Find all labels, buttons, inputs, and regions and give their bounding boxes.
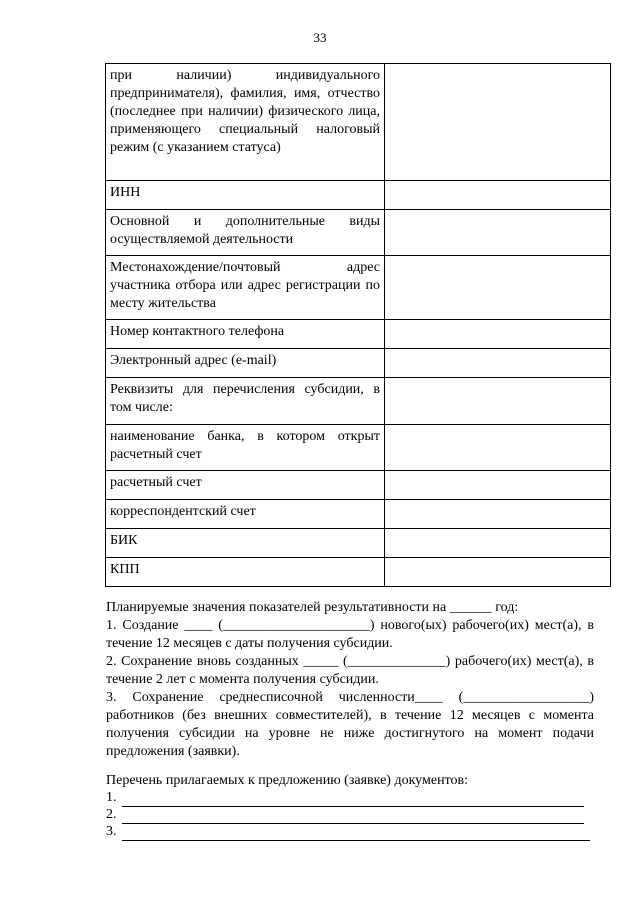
table-row xyxy=(106,349,611,378)
indicator-item-2: 2. Сохранение вновь созданных _____ (______________) рабочего(их) мест(а), в течение 2 лет с момента получения субсидии. xyxy=(106,654,594,687)
row-label-bank-details: Реквизиты для перечисления субсидии, в том числе: xyxy=(106,378,385,425)
row-value-bik[interactable] xyxy=(385,529,611,558)
row-value-corr-account[interactable] xyxy=(385,500,611,529)
row-value-address[interactable] xyxy=(385,256,611,320)
row-label-corr-account: корреспондентский счет xyxy=(106,500,385,529)
indicator-item-3: 3. Сохранение среднесписочной численности____ (__________________) работников (без внешних совместителей), в течение 12 месяцев с момента получения субсидии на уровне не ниже достигнутого на момент подачи предложения (заявки). xyxy=(106,690,594,759)
row-label-address: Местонахождение/почтовый адрес участника отбора или адрес регистрации по месту жительства xyxy=(106,256,385,320)
table-row xyxy=(106,558,611,587)
document-blank-line xyxy=(122,792,584,807)
table-row xyxy=(106,320,611,349)
row-value-phone[interactable] xyxy=(385,320,611,349)
document-line-number: 1. xyxy=(106,790,117,805)
row-value-bank-details[interactable] xyxy=(385,378,611,425)
indicators-heading: Планируемые значения показателей результативности на ______ год: xyxy=(106,600,519,615)
table-row xyxy=(106,471,611,500)
table-row xyxy=(106,181,611,210)
performance-indicators-section xyxy=(106,599,594,761)
document-line-number: 3. xyxy=(106,824,117,839)
page-number: 33 xyxy=(313,30,327,45)
document-line-1[interactable] xyxy=(106,790,594,807)
attached-documents-section xyxy=(106,772,594,841)
table-row xyxy=(106,378,611,425)
row-value-kpp[interactable] xyxy=(385,558,611,587)
document-line-number: 2. xyxy=(106,807,117,822)
document-blank-line xyxy=(122,826,590,841)
row-label-kpp: КПП xyxy=(106,558,385,587)
row-label-email: Электронный адрес (e-mail) xyxy=(106,349,385,378)
applicant-details-table xyxy=(105,63,611,587)
row-value-bank-name[interactable] xyxy=(385,425,611,471)
table-row xyxy=(106,425,611,471)
document-line-3[interactable] xyxy=(106,824,594,841)
row-value-activities[interactable] xyxy=(385,210,611,256)
document-blank-line xyxy=(122,809,584,824)
row-label-inn: ИНН xyxy=(106,181,385,210)
document-line-2[interactable] xyxy=(106,807,594,824)
row-label-activities: Основной и дополнительные виды осуществляемой деятельности xyxy=(106,210,385,256)
row-value-inn[interactable] xyxy=(385,181,611,210)
row-label-account: расчетный счет xyxy=(106,471,385,500)
table-row xyxy=(106,256,611,320)
row-label-phone: Номер контактного телефона xyxy=(106,320,385,349)
row-value-applicant-name[interactable] xyxy=(385,64,611,181)
table-row xyxy=(106,64,611,181)
documents-heading: Перечень прилагаемых к предложению (заявке) документов: xyxy=(106,773,468,788)
row-value-account[interactable] xyxy=(385,471,611,500)
row-label-applicant-name: при наличии) индивидуального предпринимателя), фамилия, имя, отчество (последнее при наличии) физического лица, применяющего специальный налоговый режим (с указанием статуса) xyxy=(106,64,385,181)
indicator-item-1: 1. Создание ____ (_____________________) нового(ых) рабочего(их) мест(а), в течение 12 месяцев с даты получения субсидии. xyxy=(106,618,594,651)
row-label-bik: БИК xyxy=(106,529,385,558)
row-label-bank-name: наименование банка, в котором открыт расчетный счет xyxy=(106,425,385,471)
table-row xyxy=(106,500,611,529)
table-row xyxy=(106,210,611,256)
row-value-email[interactable] xyxy=(385,349,611,378)
table-row xyxy=(106,529,611,558)
